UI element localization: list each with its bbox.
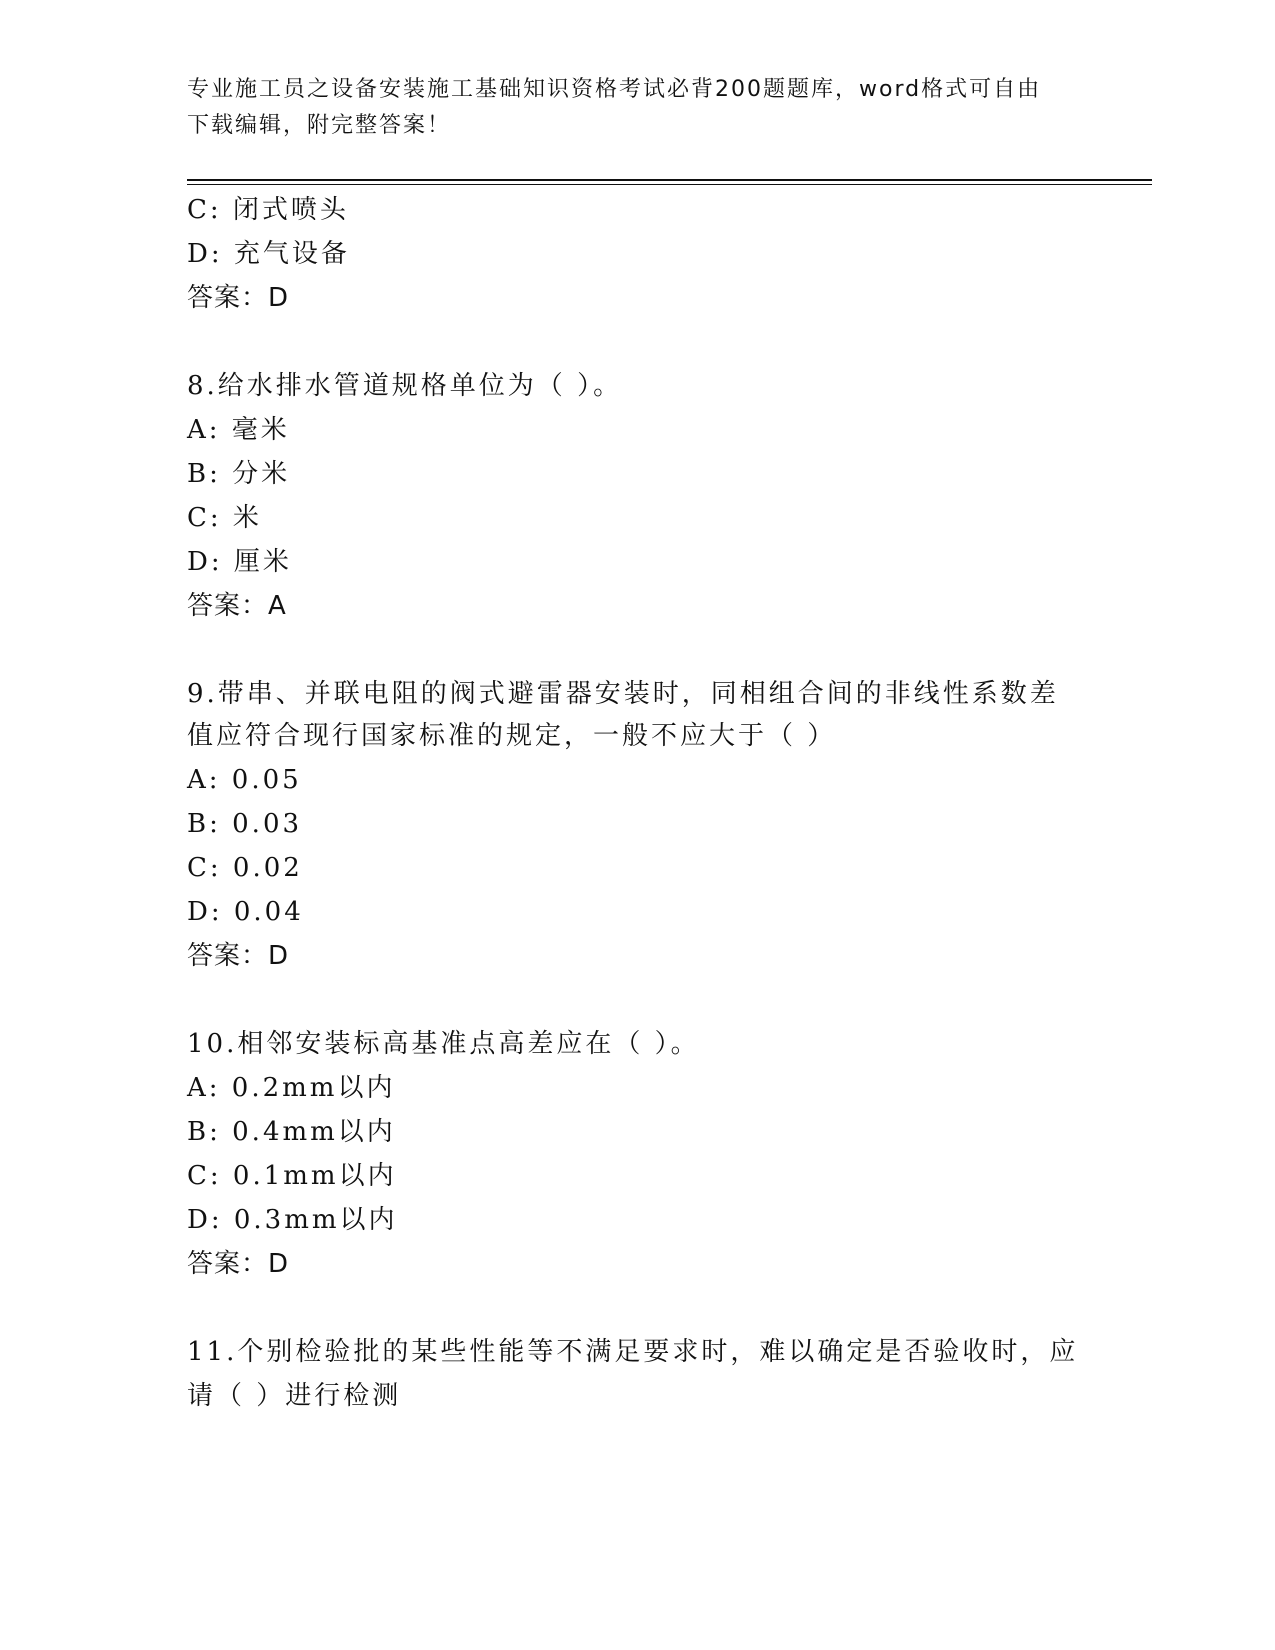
- q8-option-d: D: 厘米: [187, 547, 292, 577]
- q8-option-c: C: 米: [187, 503, 262, 533]
- q11-stem-line1: 11.个别检验批的某些性能等不满足要求时，难以确定是否验收时，应: [187, 1337, 1079, 1367]
- q8-stem: 8.给水排水管道规格单位为（ ）。: [187, 371, 623, 401]
- q7-option-c: C: 闭式喷头: [187, 195, 349, 225]
- q9-option-b: B: 0.03: [187, 809, 303, 839]
- q9-stem-line1: 9.带串、并联电阻的阀式避雷器安装时，同相组合间的非线性系数差: [187, 679, 1059, 709]
- q10-option-c: C: 0.1mm以内: [187, 1161, 397, 1191]
- q10-option-a: A: 0.2mm以内: [187, 1073, 396, 1103]
- q9-stem-line2: 值应符合现行国家标准的规定，一般不应大于（ ）: [187, 721, 837, 751]
- q10-answer: 答案：D: [187, 1249, 290, 1279]
- document-header: [187, 72, 1067, 144]
- q9-answer: 答案：D: [187, 941, 290, 971]
- q8-option-b: B: 分米: [187, 459, 291, 489]
- header-divider-thick: [187, 179, 1152, 181]
- header-title-line1: 专业施工员之设备安装施工基础知识资格考试必背200题题库，word格式可自由: [187, 77, 1042, 102]
- q9-option-d: D: 0.04: [187, 897, 304, 927]
- q8-option-a: A: 毫米: [187, 415, 290, 445]
- q10-option-b: B: 0.4mm以内: [187, 1117, 396, 1147]
- q7-option-d: D: 充气设备: [187, 239, 350, 269]
- q10-stem: 10.相邻安装标高基准点高差应在（ ）。: [187, 1029, 700, 1059]
- header-divider-thin: [187, 184, 1152, 185]
- q9-option-a: A: 0.05: [187, 765, 302, 795]
- q9-option-c: C: 0.02: [187, 853, 303, 883]
- q10-option-d: D: 0.3mm以内: [187, 1205, 398, 1235]
- q7-answer: 答案：D: [187, 283, 290, 313]
- header-title-line2: 下载编辑，附完整答案！: [187, 113, 452, 138]
- q11-stem-line2: 请（ ）进行检测: [187, 1381, 402, 1411]
- q8-answer: 答案：A: [187, 591, 287, 621]
